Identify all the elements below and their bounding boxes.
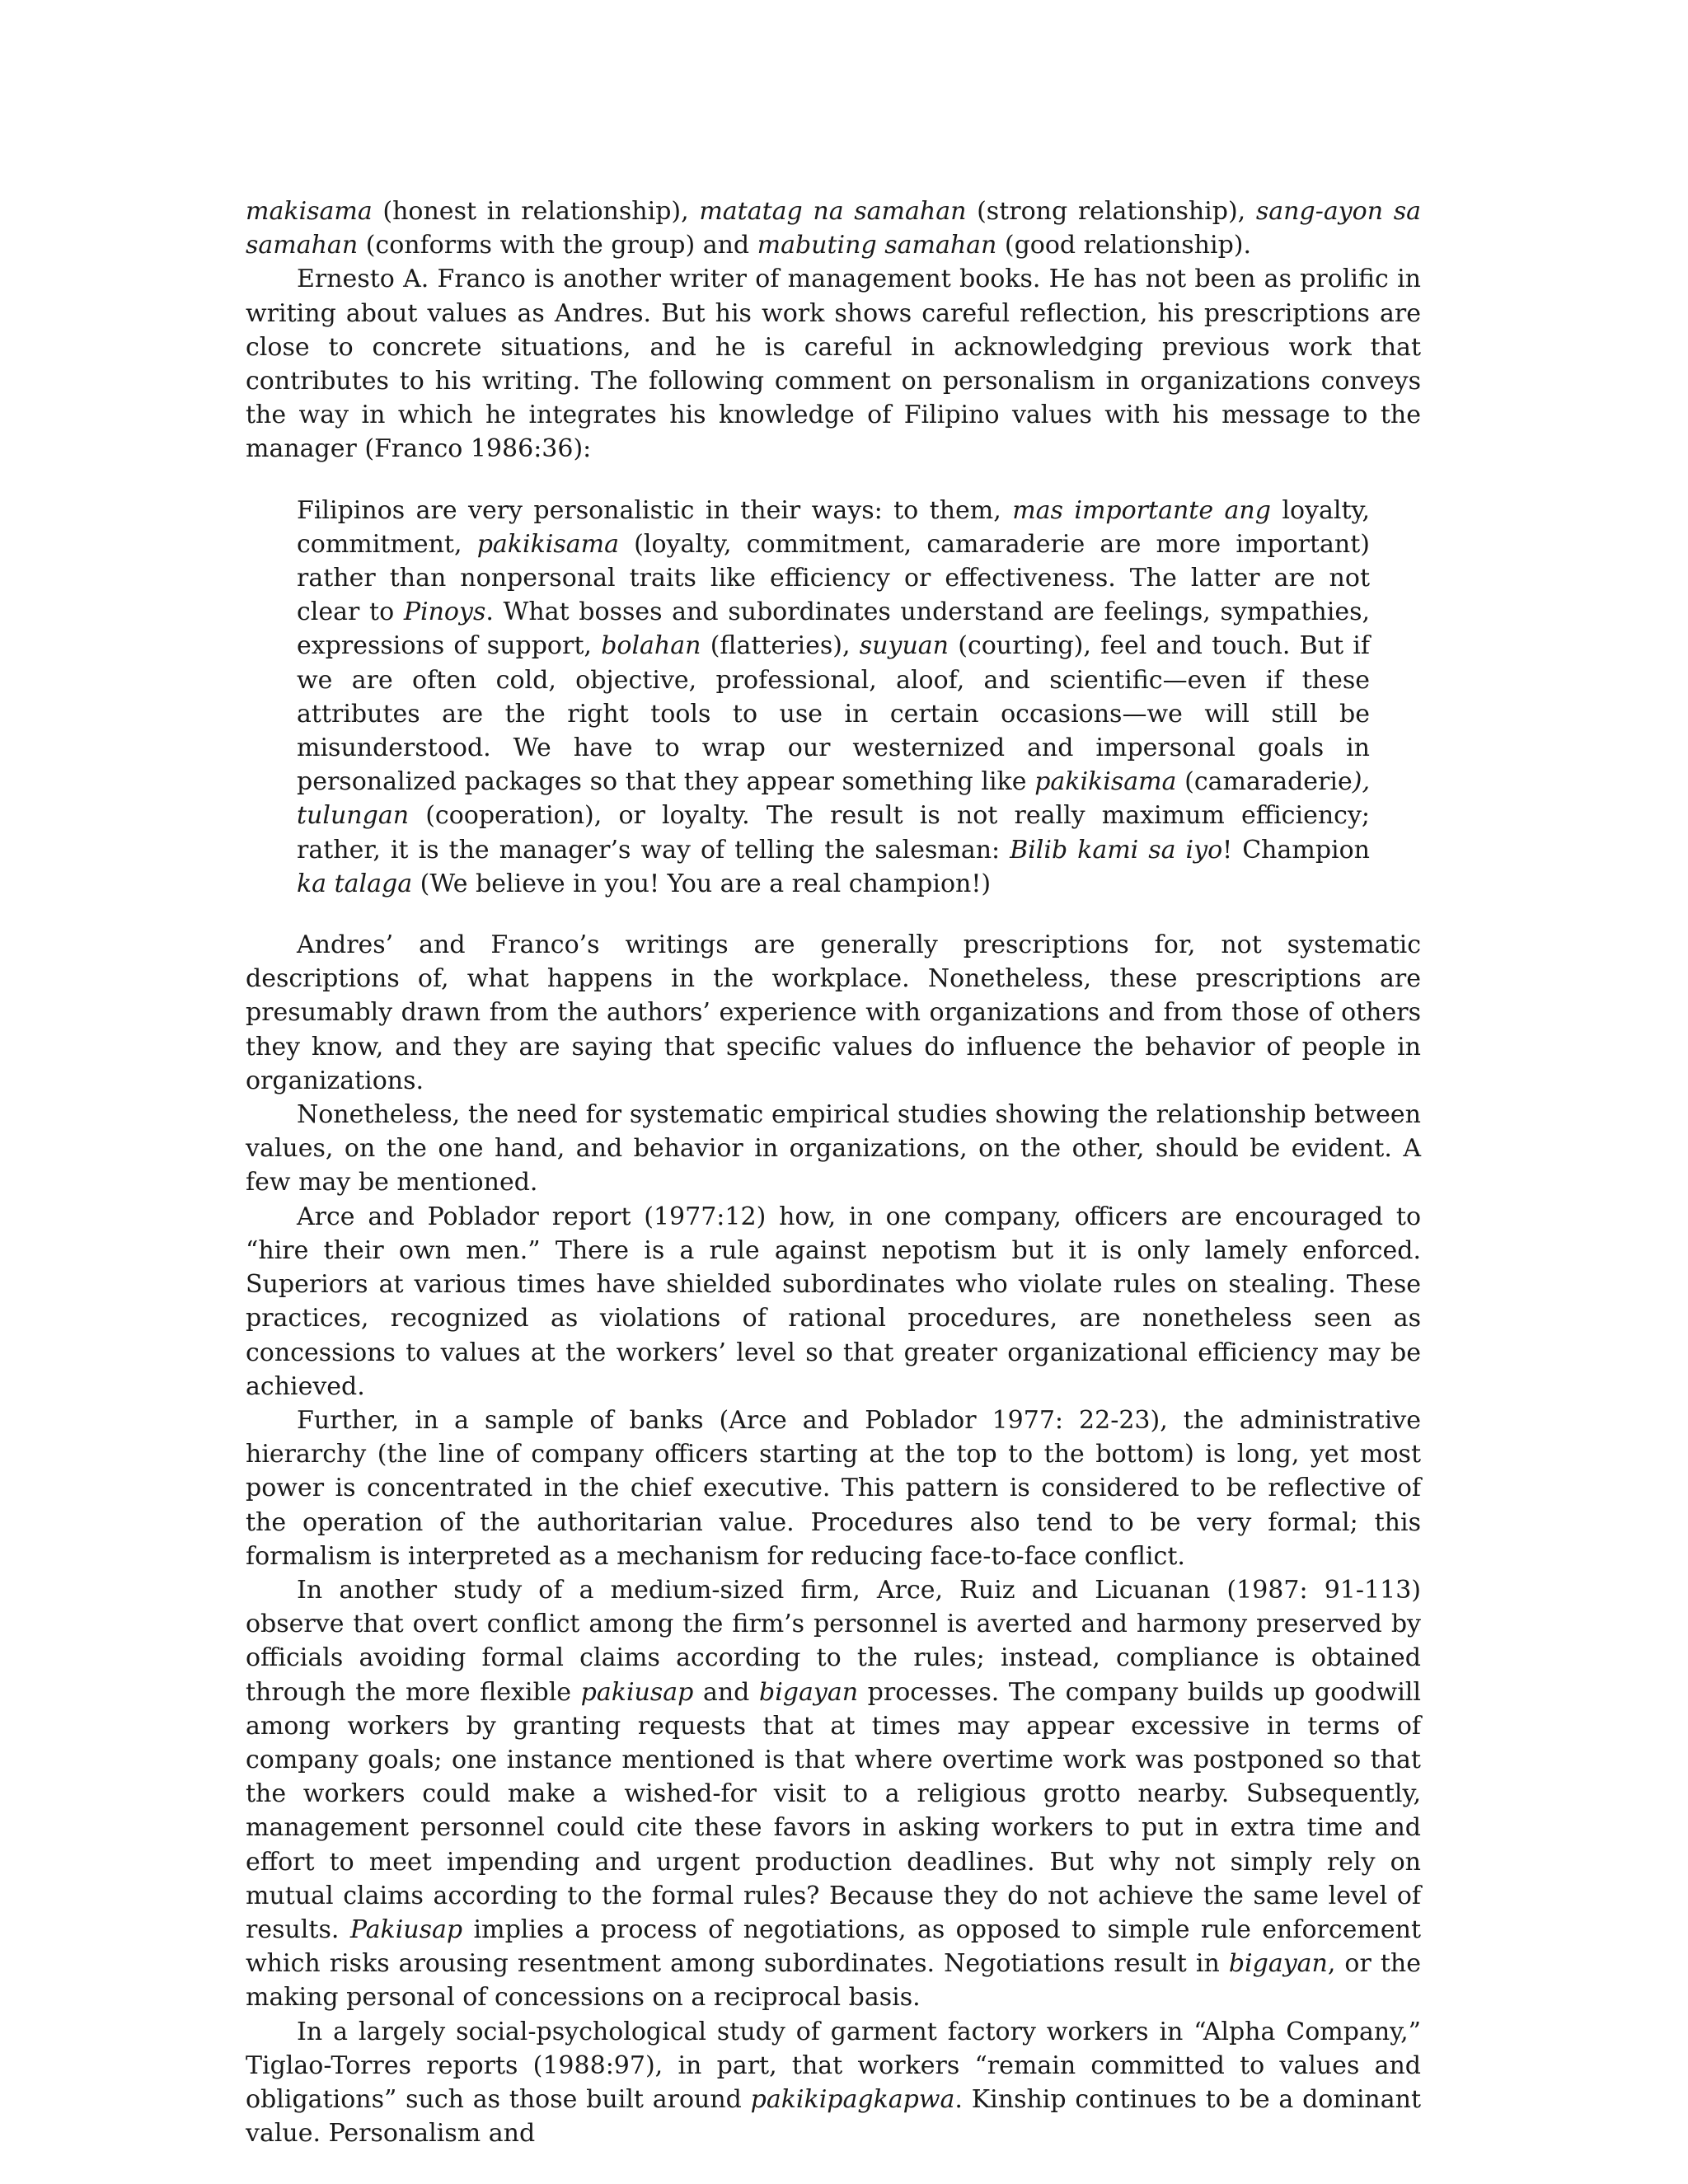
paragraph-arce-poblador-banks <box>246 1404 1421 1573</box>
italic-term: pakiusap <box>580 1677 694 1707</box>
text-run: (conforms with the group) and <box>358 231 757 260</box>
paragraph-franco-intro <box>246 262 1421 466</box>
italic-term: makisama <box>246 197 373 226</box>
italic-term: Pinoys <box>403 598 486 627</box>
paragraph-arce-poblador-company <box>246 1200 1421 1404</box>
text-run: (good relationship). <box>996 231 1252 260</box>
italic-term: tulungan <box>297 801 410 831</box>
italic-term: sang-ayon sa samahan <box>246 197 1422 260</box>
text-run: (loyalty, commitment, camaraderie are more important) rather than nonpersonal traits like efficiency or effectiveness. The latter are not clear to <box>297 529 1371 627</box>
text-run: . Kinship continues to be a dominant value. Personalism and <box>246 2084 1421 2149</box>
text-run: processes. The company builds up goodwill among workers by granting requests that at times may appear excessive in terms of company goals; one instance mentioned is that where overtime work was postponed so that the workers could make a wished-for visit to a religious grotto nearby. Subsequently, management personnel could cite these favors in asking workers to put in extra time and effort to meet impending and urgent production deadlines. But why not simply rely on mutual claims according to the formal rules? Because they do not achieve the same level of results. <box>246 1677 1421 1944</box>
italic-term: Pakiusap <box>349 1915 463 1944</box>
text-run: Filipinos are very personalistic in their ways: to them, <box>297 495 1013 525</box>
italic-term: mabuting samahan <box>757 231 997 260</box>
paragraph-prescriptions <box>246 928 1421 1098</box>
text-run: (camaraderie <box>1176 767 1353 797</box>
paragraph-empirical-studies <box>246 1098 1421 1200</box>
paragraph-continuation <box>246 194 1421 262</box>
italic-term: mas importante ang <box>1012 495 1271 525</box>
italic-term: matatag na samahan <box>699 197 967 226</box>
text-run: Arce and Poblador report (1977:12) how, in one company, officers are encouraged to “hire their own men.” There is a rule against nepotism but it is only lamely enforced. Superiors at various times have shielded subordinates who violate rules on stealing. These practices, recognized as violations of rational procedures, are nonetheless seen as concessions to values at the workers’ level so that greater organizational efficiency may be achieved. <box>246 1202 1421 1401</box>
text-run: (We believe in you! You are a real champion!) <box>412 869 992 898</box>
text-run: Ernesto A. Franco is another writer of management books. He has not been as prolific in writing about values as Andres. But his work shows careful reflection, his prescriptions are close to concrete situations, and he is careful in acknowledging previous work that contributes to his writing. The following comment on personalism in organizations conveys the way in which he integrates his knowledge of Filipino values with his message to the manager (Franco 1986:36): <box>246 265 1421 464</box>
italic-term: bigayan <box>759 1677 859 1707</box>
italic-term: suyuan <box>859 631 949 661</box>
text-run: and <box>693 1677 759 1707</box>
italic-term: bolahan <box>601 631 701 661</box>
italic-term: bigayan <box>1228 1949 1328 1979</box>
text-run: loyalty, commitment, <box>297 495 1371 559</box>
block-quote-franco <box>297 494 1370 901</box>
italic-term: pakikisama <box>476 529 619 559</box>
text-run: Nonetheless, the need for systematic empirical studies showing the relationship between values, on the one hand, and behavior in organizations, on the other, should be evident. A few may be mentioned. <box>246 1100 1421 1197</box>
text-run: (honest in relationship), <box>372 197 700 226</box>
text-run: In a largely social-psychological study of garment factory workers in “Alpha Company,” Tiglao-Torres reports (1988:97), in part, that workers “remain committed to values and obligations” such as those built around <box>246 2017 1421 2114</box>
text-run: (courting), feel and touch. But if we are often cold, objective, professional, aloof, and scientific—even if these attributes are the right tools to use in certain occasions—we will still be misunderstood. We have to wrap our westernized and impersonal goals in personalized packages so that they appear something like <box>297 631 1370 797</box>
paragraph-alpha-company <box>246 2015 1421 2151</box>
text-run: implies a process of negotiations, as opposed to simple rule enforcement which risks arousing resentment among subordinates. Negotiations result in <box>246 1915 1422 1979</box>
text-run: ! Champion <box>1222 835 1370 865</box>
text-run: (cooperation), or loyalty. The result is not really maximum efficiency; rather, it is the manager’s way of telling the salesman: <box>297 801 1370 865</box>
text-run: (flatteries), <box>701 631 860 661</box>
italic-term: pakikipagkapwa <box>750 2084 955 2114</box>
italic-term: pakikisama <box>1034 767 1177 797</box>
text-run: (strong relationship), <box>966 197 1256 226</box>
italic-term: ka talaga <box>297 869 413 898</box>
paragraph-medium-sized-firm <box>246 1573 1421 2015</box>
italic-term: Bilib kami sa iyo <box>1010 835 1223 865</box>
text-run: In another study of a medium-sized firm, Arce, Ruiz and Licuanan (1987: 91-113) observe that overt conflict among the firm’s personnel is averted and harmony preserved by officials avoiding formal claims according to the rules; instead, compliance is obtained through the more flexible <box>246 1575 1421 1707</box>
text-run: . What bosses and subordinates understand are feelings, sympathies, expressions of support, <box>297 598 1370 661</box>
text-run: Further, in a sample of banks (Arce and Poblador 1977: 22-23), the administrative hierarchy (the line of company officers starting at the top to the bottom) is long, yet most power is concentrated in the chief executive. This pattern is considered to be reflective of the operation of the authoritarian value. Procedures also tend to be very formal; this formalism is interpreted as a mechanism for reducing face-to-face conflict. <box>246 1405 1421 1571</box>
text-run: Andres’ and Franco’s writings are generally prescriptions for, not systematic descriptions of, what happens in the workplace. Nonetheless, these prescriptions are presumably drawn from the authors’ experience with organizations and from those of others they know, and they are saying that specific values do influence the behavior of people in organizations. <box>246 930 1421 1095</box>
text-run: , or the making personal of concessions on a reciprocal basis. <box>246 1949 1421 2013</box>
document-page <box>246 194 1421 2150</box>
italic-term: ), <box>1352 767 1370 797</box>
